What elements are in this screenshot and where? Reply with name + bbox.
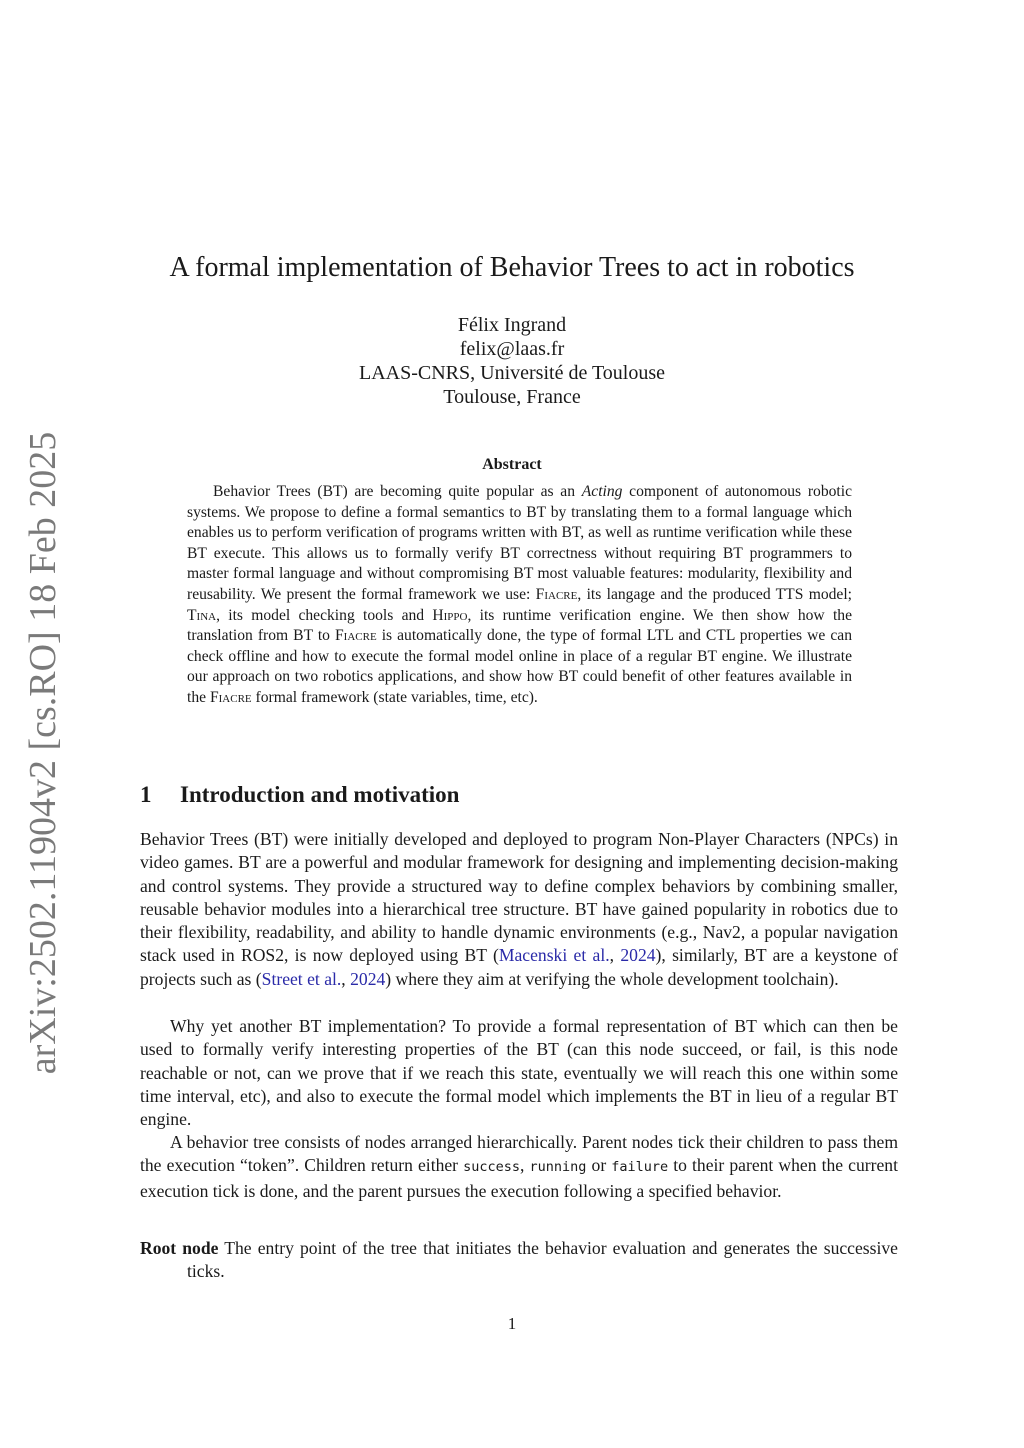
abstract-text: Behavior Trees (BT) are becoming quite popular as an Acting component of autonomous robotic systems. We propose to define a formal semantics to BT by translating them to a formal language which enables us to perform verification of programs written with BT, as well as runtime verification while these BT execute. This allows us to formally verify BT correctness without requiring BT programmers to master formal language and without compromising BT most valuable features: modularity, flexibility and reusability. We present the formal framework we use: Fiacre, its langage and the produced TTS model; Tina, its model checking tools and Hippo, its runtime verification engine. We then show how the translation from BT to Fiacre is automatically done, the type of formal LTL and CTL properties we can check offline and how to execute the formal model online in place of a regular BT engine. We illustrate our approach on two robotics applications, and show how BT could benefit of other features available in the Fiacre formal framework (state variables, time, etc). (187, 483, 853, 706)
section-title: Introduction and motivation (180, 782, 460, 807)
author-affiliation: LAAS-CNRS, Université de Toulouse (359, 362, 665, 384)
tina-term: Tina (187, 606, 217, 624)
intro-paragraph-2: Why yet another BT implementation? To provide a formal representation of BT which can then be used to formally verify interesting properties of the BT (can this node succeed, or fail, is this node reachable or not, can we prove that if we reach this state, eventually we will reach this one within some time interval, etc), and also to execute the formal model which implements the BT in lieu of a regular BT engine. (140, 1016, 898, 1130)
author-name: Félix Ingrand (457, 314, 567, 336)
author-email[interactable]: felix@laas.fr (459, 338, 565, 360)
author-block (0, 313, 1024, 409)
citation-year-link[interactable]: 2024 (620, 945, 656, 966)
citation-link[interactable]: Street et al. (261, 968, 342, 989)
section-heading (140, 782, 459, 808)
fiacre-term: Fiacre (335, 627, 377, 645)
code-success: success (463, 1159, 521, 1176)
code-running: running (529, 1159, 587, 1176)
fiacre-term: Fiacre (209, 688, 252, 706)
acting-term: Acting (581, 483, 623, 500)
intro-paragraph-1: Behavior Trees (BT) were initially developed and deployed to program Non-Player Characters (NPCs) in video games. BT are a powerful and modular framework for designing and implementing decision-making and control systems. They provide a structured way to define complex behaviors by combining smaller, reusable behavior modules into a hierarchical tree structure. BT have gained popularity in robotics due to their flexibility, readability, and ability to handle dynamic environments (e.g., Nav2, a popular navigation stack used in ROS2, is now deployed using BT (Macenski et al., 2024), similarly, BT are a keystone of projects such as (Street et al., 2024) where they aim at verifying the whole development toolchain). (140, 829, 899, 989)
page-number: 1 (507, 1314, 517, 1333)
fiacre-term: Fiacre (535, 585, 578, 603)
definition-item-root-node (140, 1237, 898, 1284)
code-failure: failure (611, 1159, 669, 1176)
arxiv-identifier: arXiv:2502.11904v2 [cs.RO] 18 Feb 2025 (22, 431, 64, 1074)
definition-text: The entry point of the tree that initiates the behavior evaluation and generates the successive ticks. (187, 1238, 898, 1282)
intro-paragraph-3: A behavior tree consists of nodes arranged hierarchically. Parent nodes tick their children to pass them the execution “token”. Children return either success, running or failure to their parent when the current execution tick is done, and the parent pursues the execution following a specified behavior. (140, 1132, 898, 1201)
citation-link[interactable]: Macenski et al. (498, 945, 610, 966)
hippo-term: Hippo (432, 606, 468, 624)
definition-term: Root node (140, 1238, 219, 1258)
section-number: 1 (140, 782, 152, 807)
arxiv-sidebar (14, 431, 72, 1074)
citation-year-link[interactable]: 2024 (350, 968, 386, 989)
abstract-heading: Abstract (482, 456, 542, 473)
paper-title: A formal implementation of Behavior Trees to act in robotics (169, 252, 855, 283)
author-location: Toulouse, France (443, 386, 581, 408)
